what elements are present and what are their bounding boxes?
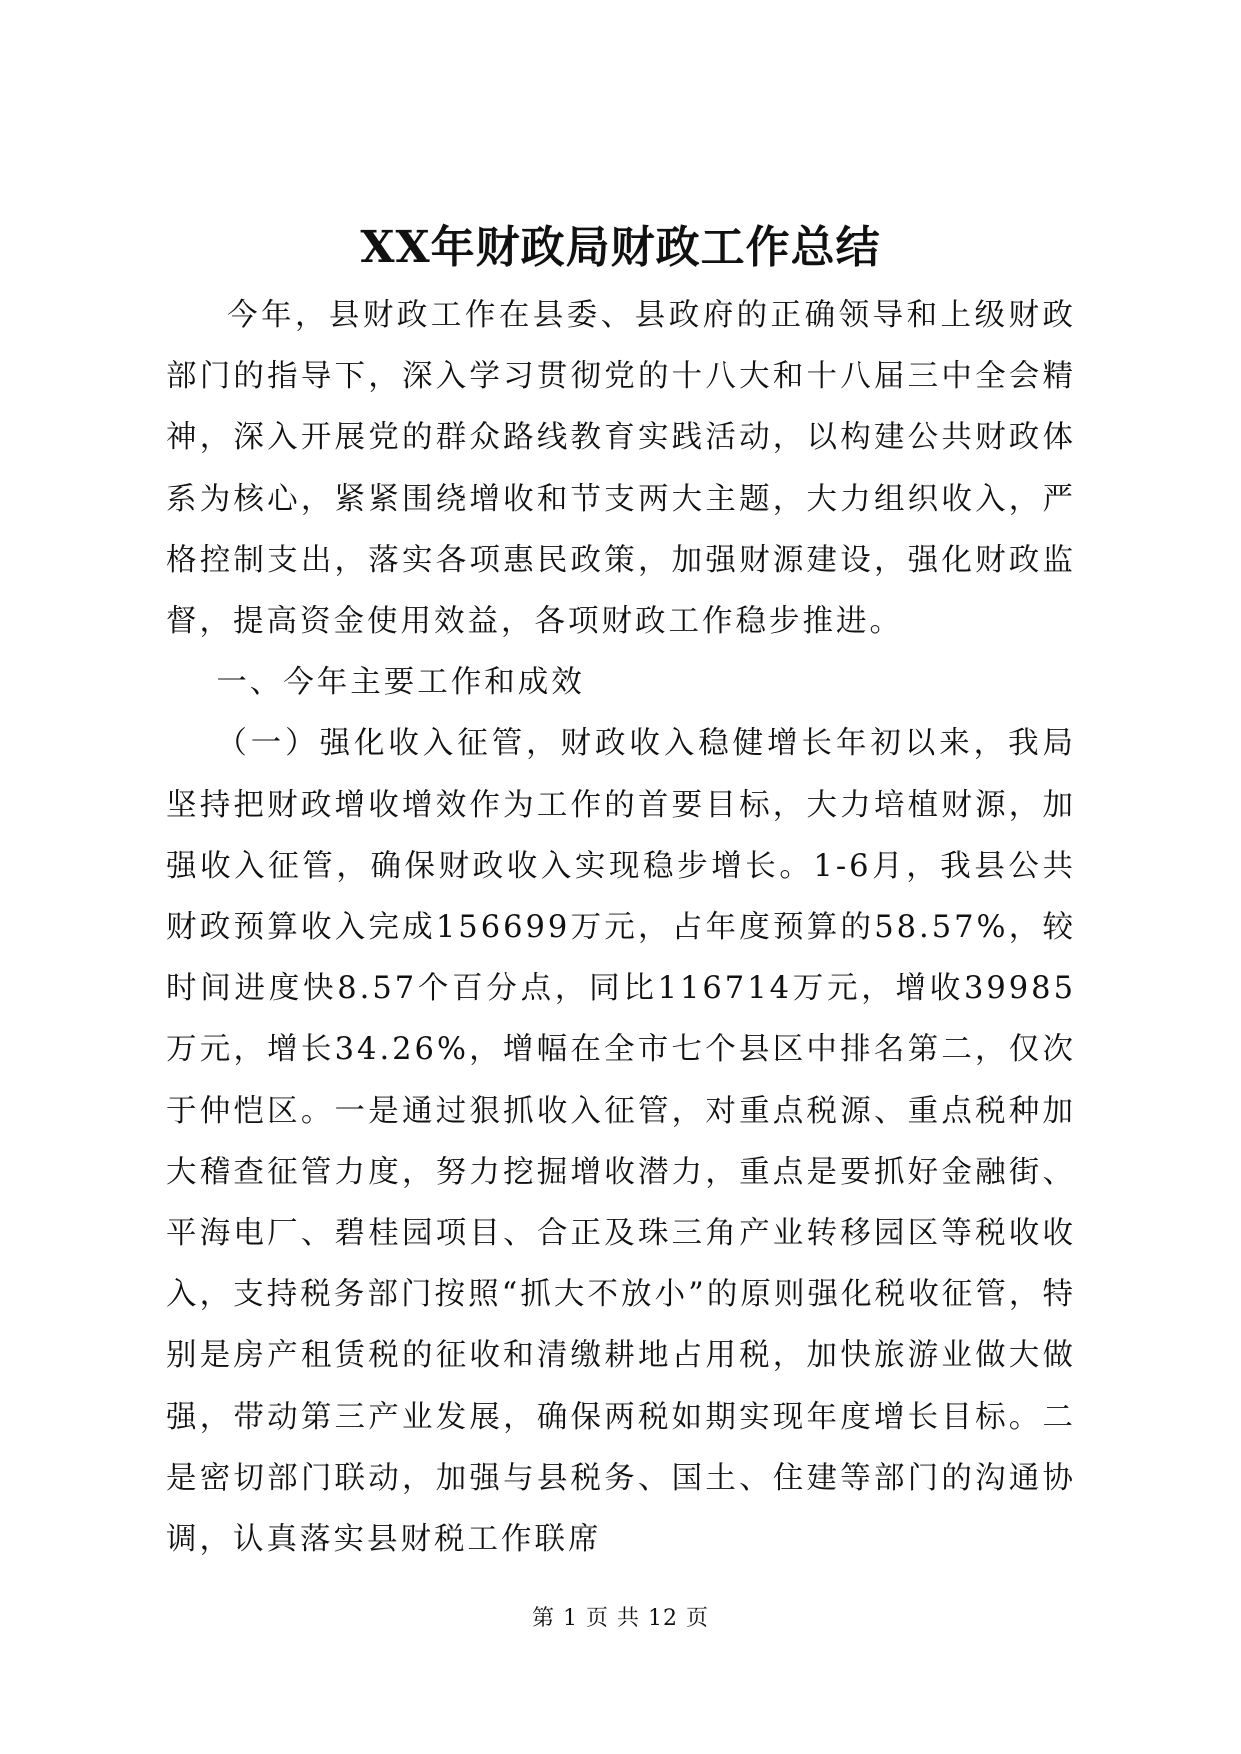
page-number: 第 1 页 共 12 页 <box>532 1606 709 1631</box>
paragraph-revenue: （一）强化收入征管，财政收入稳健增长年初以来，我局坚持把财政增收增效作为工作的首要目标，大力培植财源，加强收入征管，确保财政收入实现稳步增长。1-6月，我县公共财政预算收入完成156699万元，占年度预算的58.57%，较时间进度快8.57个百分点，同比116714万元，增收39985万元，增长34.26%，增幅在全市七个县区中排名第二，仅次于仲恺区。一是通过狠抓收入征管，对重点税源、重点税种加大稽查征管力度，努力挖掘增收潜力，重点是要抓好金融街、平海电厂、碧桂园项目、合正及珠三角产业转移园区等税收收入，支持税务部门按照“抓大不放小”的原则强化税收征管，特别是房产租赁税的征收和清缴耕地占用税，加快旅游业做大做强，带动第三产业发展，确保两税如期实现年度增长目标。二是密切部门联动，加强与县税务、国土、住建等部门的沟通协调，认真落实县财税工作联席 <box>166 726 1076 1558</box>
paragraph-intro: 今年，县财政工作在县委、县政府的正确领导和上级财政部门的指导下，深入学习贯彻党的十八大和十八届三中全会精神，深入开展党的群众路线教育实践活动，以构建公共财政体系为核心，紧紧围绕增收和节支两大主题，大力组织收入，严格控制支出，落实各项惠民政策，加强财源建设，强化财政监督，提高资金使用效益，各项财政工作稳步推进。 <box>166 298 1076 640</box>
document-body <box>166 285 1076 1570</box>
section-heading: 一、今年主要工作和成效 <box>216 665 585 701</box>
document-title: XX年财政局财政工作总结 <box>360 222 881 273</box>
